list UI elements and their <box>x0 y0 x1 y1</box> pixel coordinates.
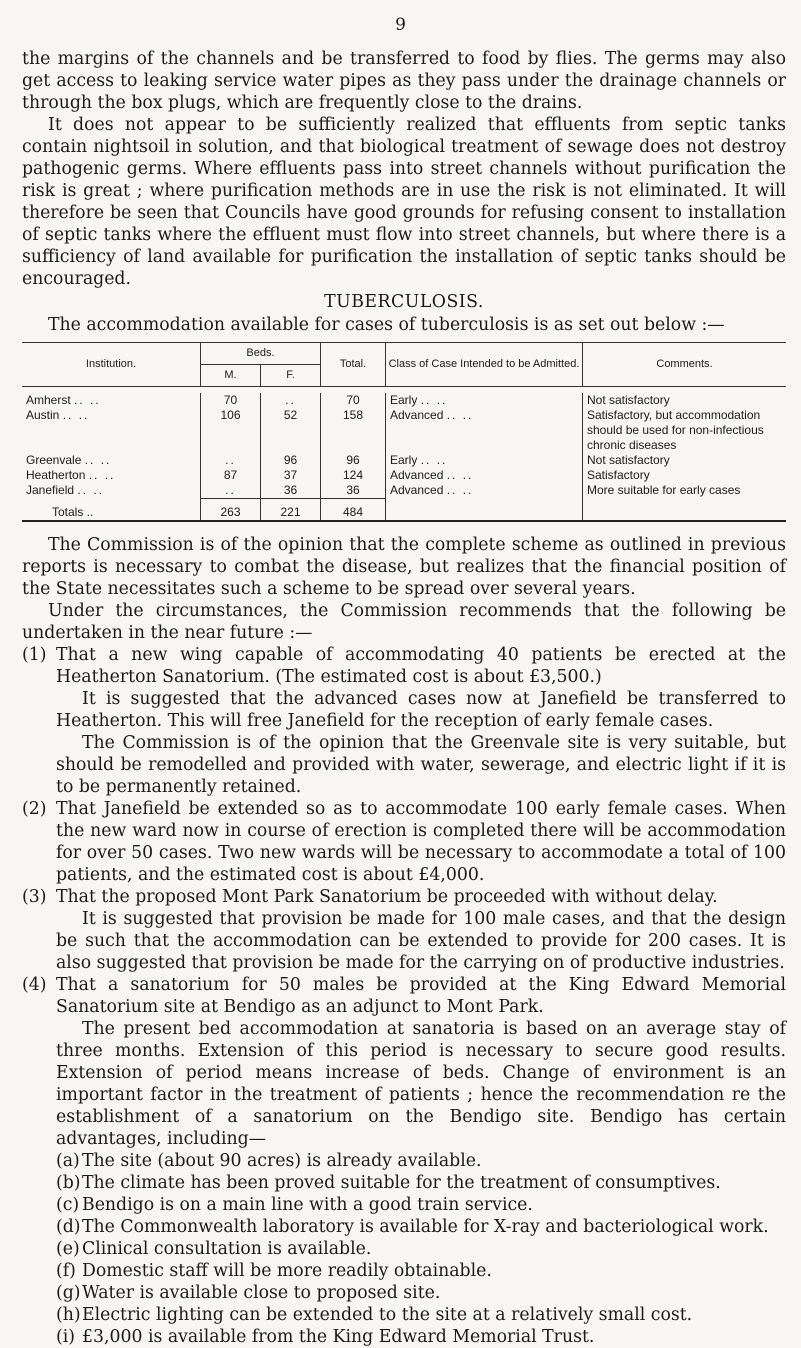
advantage-d: (d) The Commonwealth laboratory is available for X-ray and bacteriological work. <box>56 1217 769 1237</box>
totals-row: Totals .. 263 221 484 <box>22 499 786 521</box>
body-paragraph-2: Under the circumstances, the Commission recommends that the following be undertaken in the near future :— <box>22 601 786 643</box>
accommodation-table <box>22 342 786 520</box>
advantage-g: (g) Water is available close to proposed site. <box>56 1283 441 1303</box>
recommendation-4: (4) That a sanatorium for 50 males be provided at the King Edward Memorial Sanatorium site at Bendigo as an adjunct to Mont Park. The present bed accommodation at sanatoria is based on an average stay of three months. Extension of this period is necessary to secure good results. Extension of period means increase of beds. Change of environment is an important factor in the treatment of patients ; hence the recommendation re the establishment of a sanatorium on the Bendigo site. Bendigo has certain advantages, including— <box>22 975 786 1149</box>
intro-paragraph-2: It does not appear to be sufficiently realized that effluents from septic tanks contain nightsoil in solution, and that biological treatment of sewage does not destroy pathogenic germs. Where effluents pass into street channels without purification the risk is great ; where purification methods are in use the risk is not eliminated. It will therefore be seen that Councils have good grounds for refusing consent to installation of septic tanks where the effluent must flow into street channels, but where there is a sufficiency of land available for purification the installation of septic tanks should be encouraged. <box>22 115 786 289</box>
body-paragraph-1: The Commission is of the opinion that the complete scheme as outlined in previous reports is necessary to combat the disease, but realizes that the financial position of the State necessitates such a scheme to be spread over several years. <box>22 535 786 599</box>
recommendation-2: (2) That Janefield be extended so as to accommodate 100 early female cases. When the new ward now in course of erection is completed there will be accommodation for over 50 cases. Two new wards will be necessary to accommodate a total of 100 patients, and the estimated cost is about £4,000. <box>22 799 786 885</box>
advantage-f: (f) Domestic staff will be more readily obtainable. <box>56 1261 492 1281</box>
table-row: Amherst .. .. 70 .. 70 Early .. .. Not satisfactory <box>22 393 786 408</box>
advantage-i: (i) £3,000 is available from the King Edward Memorial Trust. <box>56 1327 595 1347</box>
advantage-e: (e) Clinical consultation is available. <box>56 1239 372 1259</box>
page-number: 9 <box>395 15 406 35</box>
table-row: Greenvale .. .. .. 96 96 Early .. .. Not satisfactory <box>22 453 786 468</box>
col-beds: Beds. <box>201 343 321 365</box>
advantage-b: (b) The climate has been proved suitable for the treatment of consumptives. <box>56 1173 721 1193</box>
advantage-h: (h) Electric lighting can be extended to the site at a relatively small cost. <box>56 1305 693 1325</box>
recommendation-1: (1) That a new wing capable of accommodating 40 patients be erected at the Heatherton Sanatorium. (The estimated cost is about £3,500.) It is suggested that the advanced cases now at Janefield be transferred to Heatherton. This will free Janefield for the reception of early female cases. The Commission is of the opinion that the Greenvale site is very suitable, but should be remodelled and provided with water, sewerage, and electric light if it is to be permanently retained. <box>22 645 786 797</box>
page-body <box>22 48 786 1348</box>
table-bottom-rule <box>22 520 786 522</box>
col-institution: Institution. <box>85 358 137 370</box>
table-row: Heatherton .. .. 87 37 124 Advanced .. .. Satisfactory <box>22 468 786 483</box>
col-female: F. <box>261 365 321 387</box>
recommendation-3: (3) That the proposed Mont Park Sanatorium be proceeded with without delay. It is suggested that provision be made for 100 male cases, and that the design be such that the accommodation can be extended to provide for 200 cases. It is also suggested that provision be made for the carrying on of productive industries. <box>22 887 786 973</box>
col-class: Class of Case Intended to be Admitted. <box>386 343 583 387</box>
table-row: Janefield .. .. .. 36 36 Advanced .. .. More suitable for early cases <box>22 483 786 499</box>
advantage-a: (a) The site (about 90 acres) is already available. <box>56 1151 482 1171</box>
table-row: Austin .. .. 106 52 158 Advanced .. .. Satisfactory, but accommodation should be used for non-infectious chronic diseases <box>22 408 786 453</box>
col-comments: Comments. <box>583 343 787 387</box>
section-heading: TUBERCULOSIS. <box>324 292 484 312</box>
section-lead: The accommodation available for cases of tuberculosis is as set out below :— <box>48 315 725 335</box>
col-total: Total. <box>321 343 386 387</box>
col-male: M. <box>201 365 261 387</box>
advantage-c: (c) Bendigo is on a main line with a good train service. <box>56 1195 533 1215</box>
intro-paragraph-1: the margins of the channels and be transferred to food by flies. The germs may also get access to leaking service water pipes as they pass under the drainage channels or through the box plugs, which are frequently close to the drains. <box>22 49 786 113</box>
